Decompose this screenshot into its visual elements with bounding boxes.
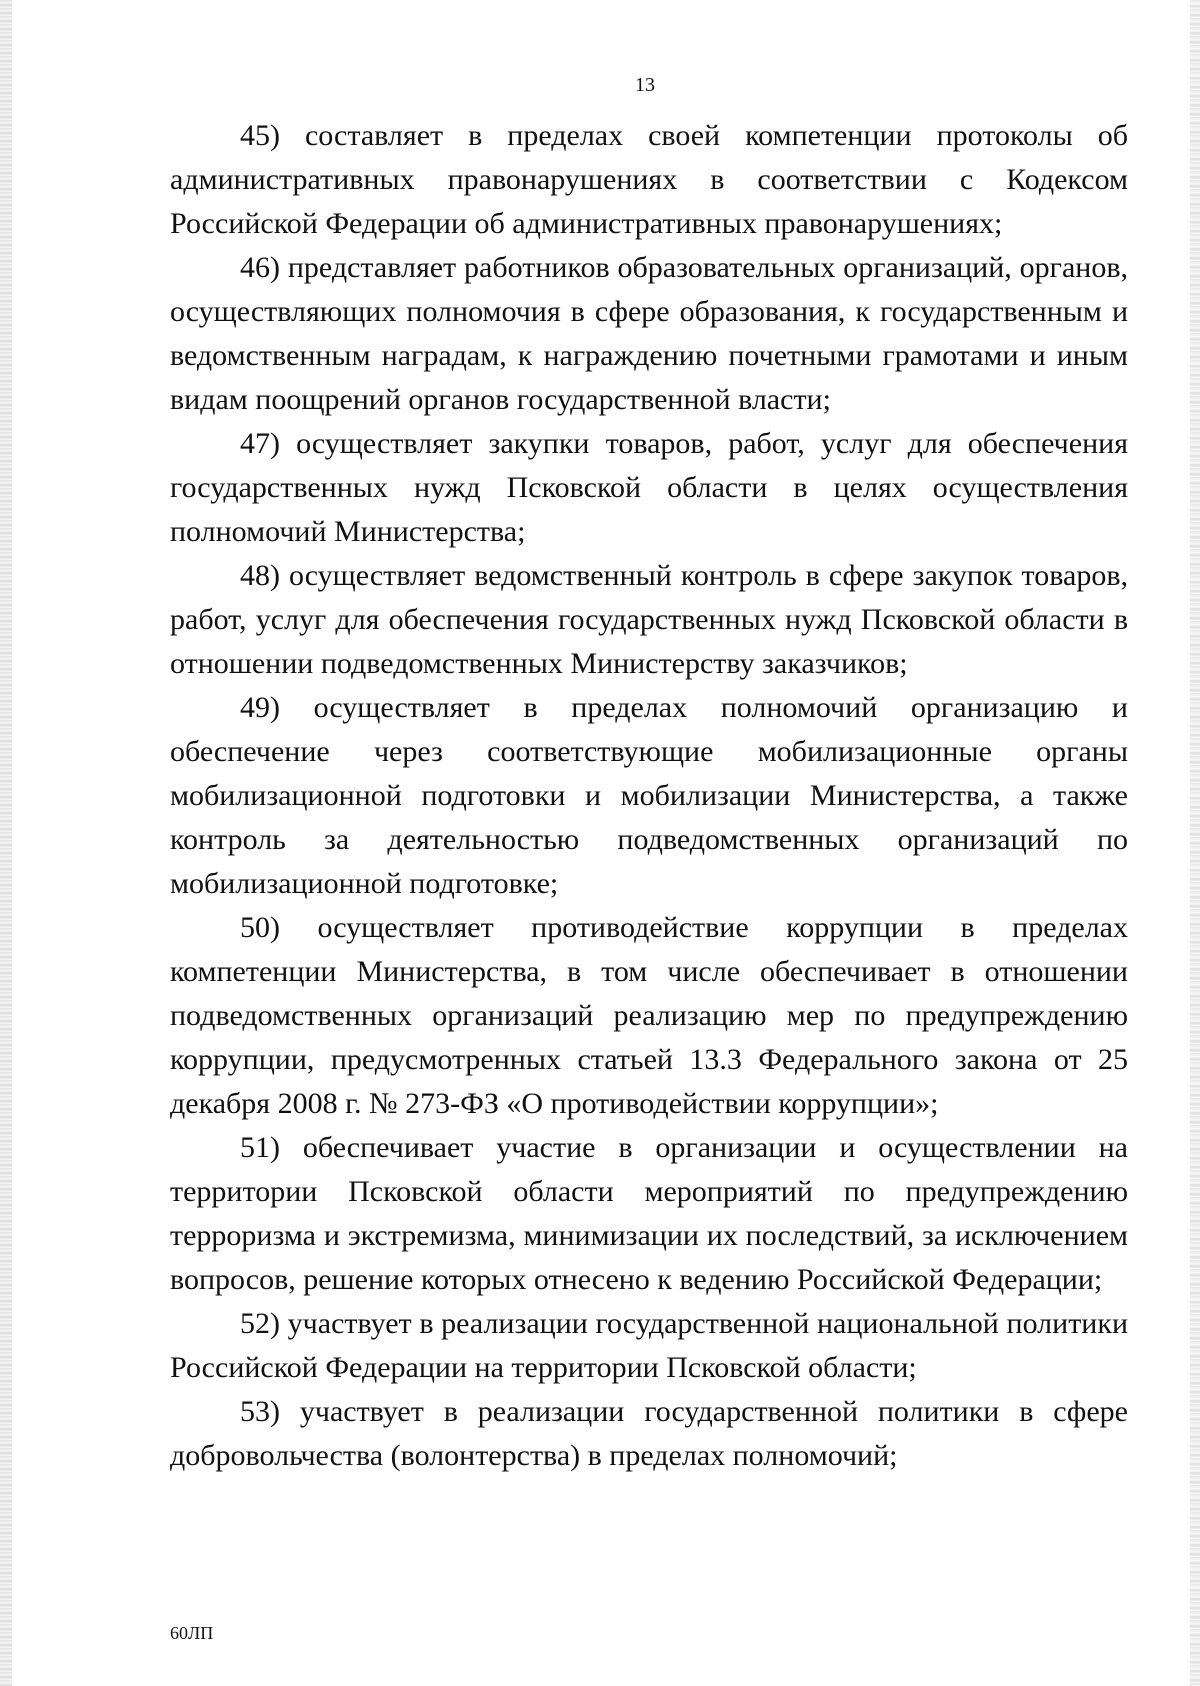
document-body xyxy=(170,114,1128,1478)
scan-edge-left xyxy=(0,0,12,1686)
page-number: 13 xyxy=(635,74,655,96)
paragraph-51: 51) обеспечивает участие в организации и осуществлении на территории Псковской области мероприятий по предупреждению терроризма и экстремизма, минимизации их последствий, за исключением вопросов, решение которых отнесено к ведению Российской Федерации; xyxy=(170,1131,1128,1296)
paragraph-50: 50) осуществляет противодействие коррупции в пределах компетенции Министерства, в том числе обеспечивает в отношении подведомственных организаций реализацию мер по предупреждению коррупции, предусмотренных статьей 13.3 Федерального закона от 25 декабря 2008 г. № 273-ФЗ «О противодействии коррупции»; xyxy=(170,911,1128,1120)
paragraph-45: 45) составляет в пределах своей компетенции протоколы об административных правонарушениях в соответствии с Кодексом Российской Федерации об административных правонарушениях; xyxy=(170,119,1128,240)
paragraph-52: 52) участвует в реализации государственной национальной политики Российской Федерации на территории Псковской области; xyxy=(170,1307,1128,1384)
paragraph-53: 53) участвует в реализации государственной политики в сфере добровольчества (волонтерства) в пределах полномочий; xyxy=(170,1395,1128,1472)
paragraph-49: 49) осуществляет в пределах полномочий организацию и обеспечение через соответствующие мобилизационные органы мобилизационной подготовки и мобилизации Министерства, а также контроль за деятельностью подведомственных организаций по мобилизационной подготовке; xyxy=(170,691,1128,900)
paragraph-46: 46) представляет работников образовательных организаций, органов, осуществляющих полномочия в сфере образования, к государственным и ведомственным наградам, к награждению почетными грамотами и иным видам поощрений органов государственной власти; xyxy=(170,251,1128,416)
paragraph-47: 47) осуществляет закупки товаров, работ, услуг для обеспечения государственных нужд Псковской области в целях осуществления полномочий Министерства; xyxy=(170,427,1128,548)
scan-edge-right xyxy=(1190,0,1200,1686)
footer-document-code: 60ЛП xyxy=(170,1623,214,1643)
paragraph-48: 48) осуществляет ведомственный контроль в сфере закупок товаров, работ, услуг для обеспечения государственных нужд Псковской области в отношении подведомственных Министерству заказчиков; xyxy=(170,559,1128,680)
